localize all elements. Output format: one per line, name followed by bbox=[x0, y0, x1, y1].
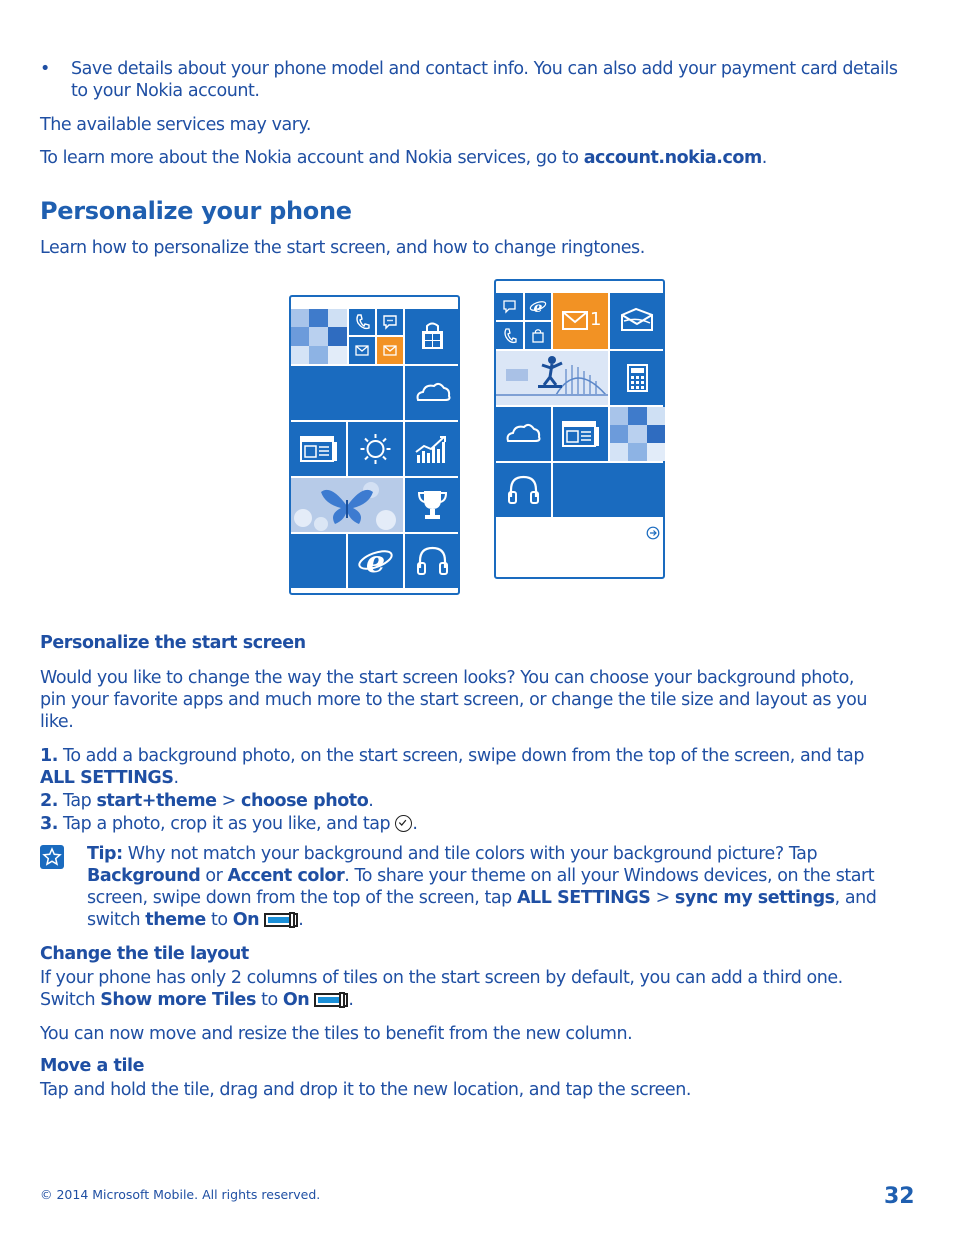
ie-icon bbox=[525, 293, 551, 320]
tip-star-icon bbox=[40, 845, 64, 869]
store-icon bbox=[405, 309, 460, 364]
messaging-icon bbox=[496, 293, 523, 320]
store-icon bbox=[525, 322, 551, 349]
phone-icon bbox=[349, 309, 375, 335]
mail-accent-icon bbox=[377, 337, 403, 364]
move-tile-text: Tap and hold the tile, drag and drop it to the new location, and tap the screen. bbox=[40, 1080, 692, 1100]
outlook-icon bbox=[610, 293, 665, 349]
section-lead: Learn how to personalize the start screen, and how to change ringtones. bbox=[40, 238, 645, 258]
mail-count: 1 bbox=[590, 309, 602, 330]
svg-text:e: e bbox=[533, 300, 543, 316]
section-title: Personalize your phone bbox=[40, 197, 352, 225]
services-vary-text: The available services may vary. bbox=[40, 115, 312, 135]
trophy-icon bbox=[405, 478, 460, 532]
butterfly-photo bbox=[291, 478, 403, 532]
onedrive-icon bbox=[496, 407, 551, 461]
start-screen-paragraph: Would you like to change the way the start screen looks? You can choose your background photo, pin your favorite apps and much more to the start screen, or change the tile size and layout as you like. bbox=[40, 668, 867, 732]
step-3: 3. Tap a photo, crop it as you like, and tap . bbox=[40, 814, 418, 834]
news-icon bbox=[553, 407, 608, 461]
mail-icon bbox=[349, 337, 375, 364]
arrow-right-icon[interactable] bbox=[646, 525, 660, 539]
ie-icon bbox=[348, 534, 403, 588]
wide-tile-empty bbox=[291, 366, 403, 420]
toggle-on-icon bbox=[314, 993, 348, 1007]
onedrive-icon bbox=[405, 366, 460, 420]
checkmark-icon bbox=[395, 815, 412, 832]
messaging-icon bbox=[377, 309, 403, 335]
account-link[interactable]: account.nokia.com bbox=[583, 148, 762, 168]
bullet-text: Save details about your phone model and contact info. You can also add your payment card details to your Nokia account. bbox=[71, 59, 898, 101]
tile-layout-heading: Change the tile layout bbox=[40, 944, 249, 964]
step-1: 1. To add a background photo, on the start screen, swipe down from the top of the screen, and tap ALL SETTINGS. bbox=[40, 746, 864, 788]
phone-start-screen-right bbox=[494, 279, 665, 579]
news-icon bbox=[291, 422, 346, 476]
learn-more-text: To learn more about the Nokia account and Nokia services, go to account.nokia.com. bbox=[40, 148, 767, 168]
skater-photo bbox=[496, 351, 608, 405]
music-icon bbox=[405, 534, 460, 588]
phone-icon bbox=[496, 322, 523, 349]
photos-mosaic-tile bbox=[610, 407, 665, 461]
wide-tile-empty bbox=[553, 463, 665, 517]
finance-icon bbox=[405, 422, 460, 476]
bullet-dot: • bbox=[40, 59, 50, 79]
toggle-on-icon bbox=[264, 913, 298, 927]
photos-mosaic-tile bbox=[291, 309, 347, 364]
empty-tile bbox=[291, 534, 346, 588]
tip-text: Tip: Why not match your background and tile colors with your background picture? Tap Background or Accent color. To share your theme on all your Windows devices, on the start screen, swipe down from the top of the screen, tap ALL SETTINGS > sync my settings, and switch theme to On . bbox=[87, 844, 877, 930]
move-tile-heading: Move a tile bbox=[40, 1056, 144, 1076]
phone-start-screen-left bbox=[289, 295, 460, 595]
copyright: © 2014 Microsoft Mobile. All rights reserved. bbox=[40, 1187, 321, 1202]
start-screen-heading: Personalize the start screen bbox=[40, 633, 306, 653]
svg-text:e: e bbox=[365, 545, 386, 580]
calculator-icon bbox=[610, 351, 665, 405]
tile-layout-after: You can now move and resize the tiles to benefit from the new column. bbox=[40, 1024, 633, 1044]
weather-icon bbox=[348, 422, 403, 476]
music-icon bbox=[496, 463, 551, 517]
page-number: 32 bbox=[884, 1184, 915, 1209]
tile-layout-text: If your phone has only 2 columns of tiles on the start screen by default, you can add a third one. Switch Show more Tiles to On . bbox=[40, 968, 843, 1010]
mail-live-tile bbox=[553, 293, 608, 349]
step-2: 2. Tap start+theme > choose photo. bbox=[40, 791, 374, 811]
